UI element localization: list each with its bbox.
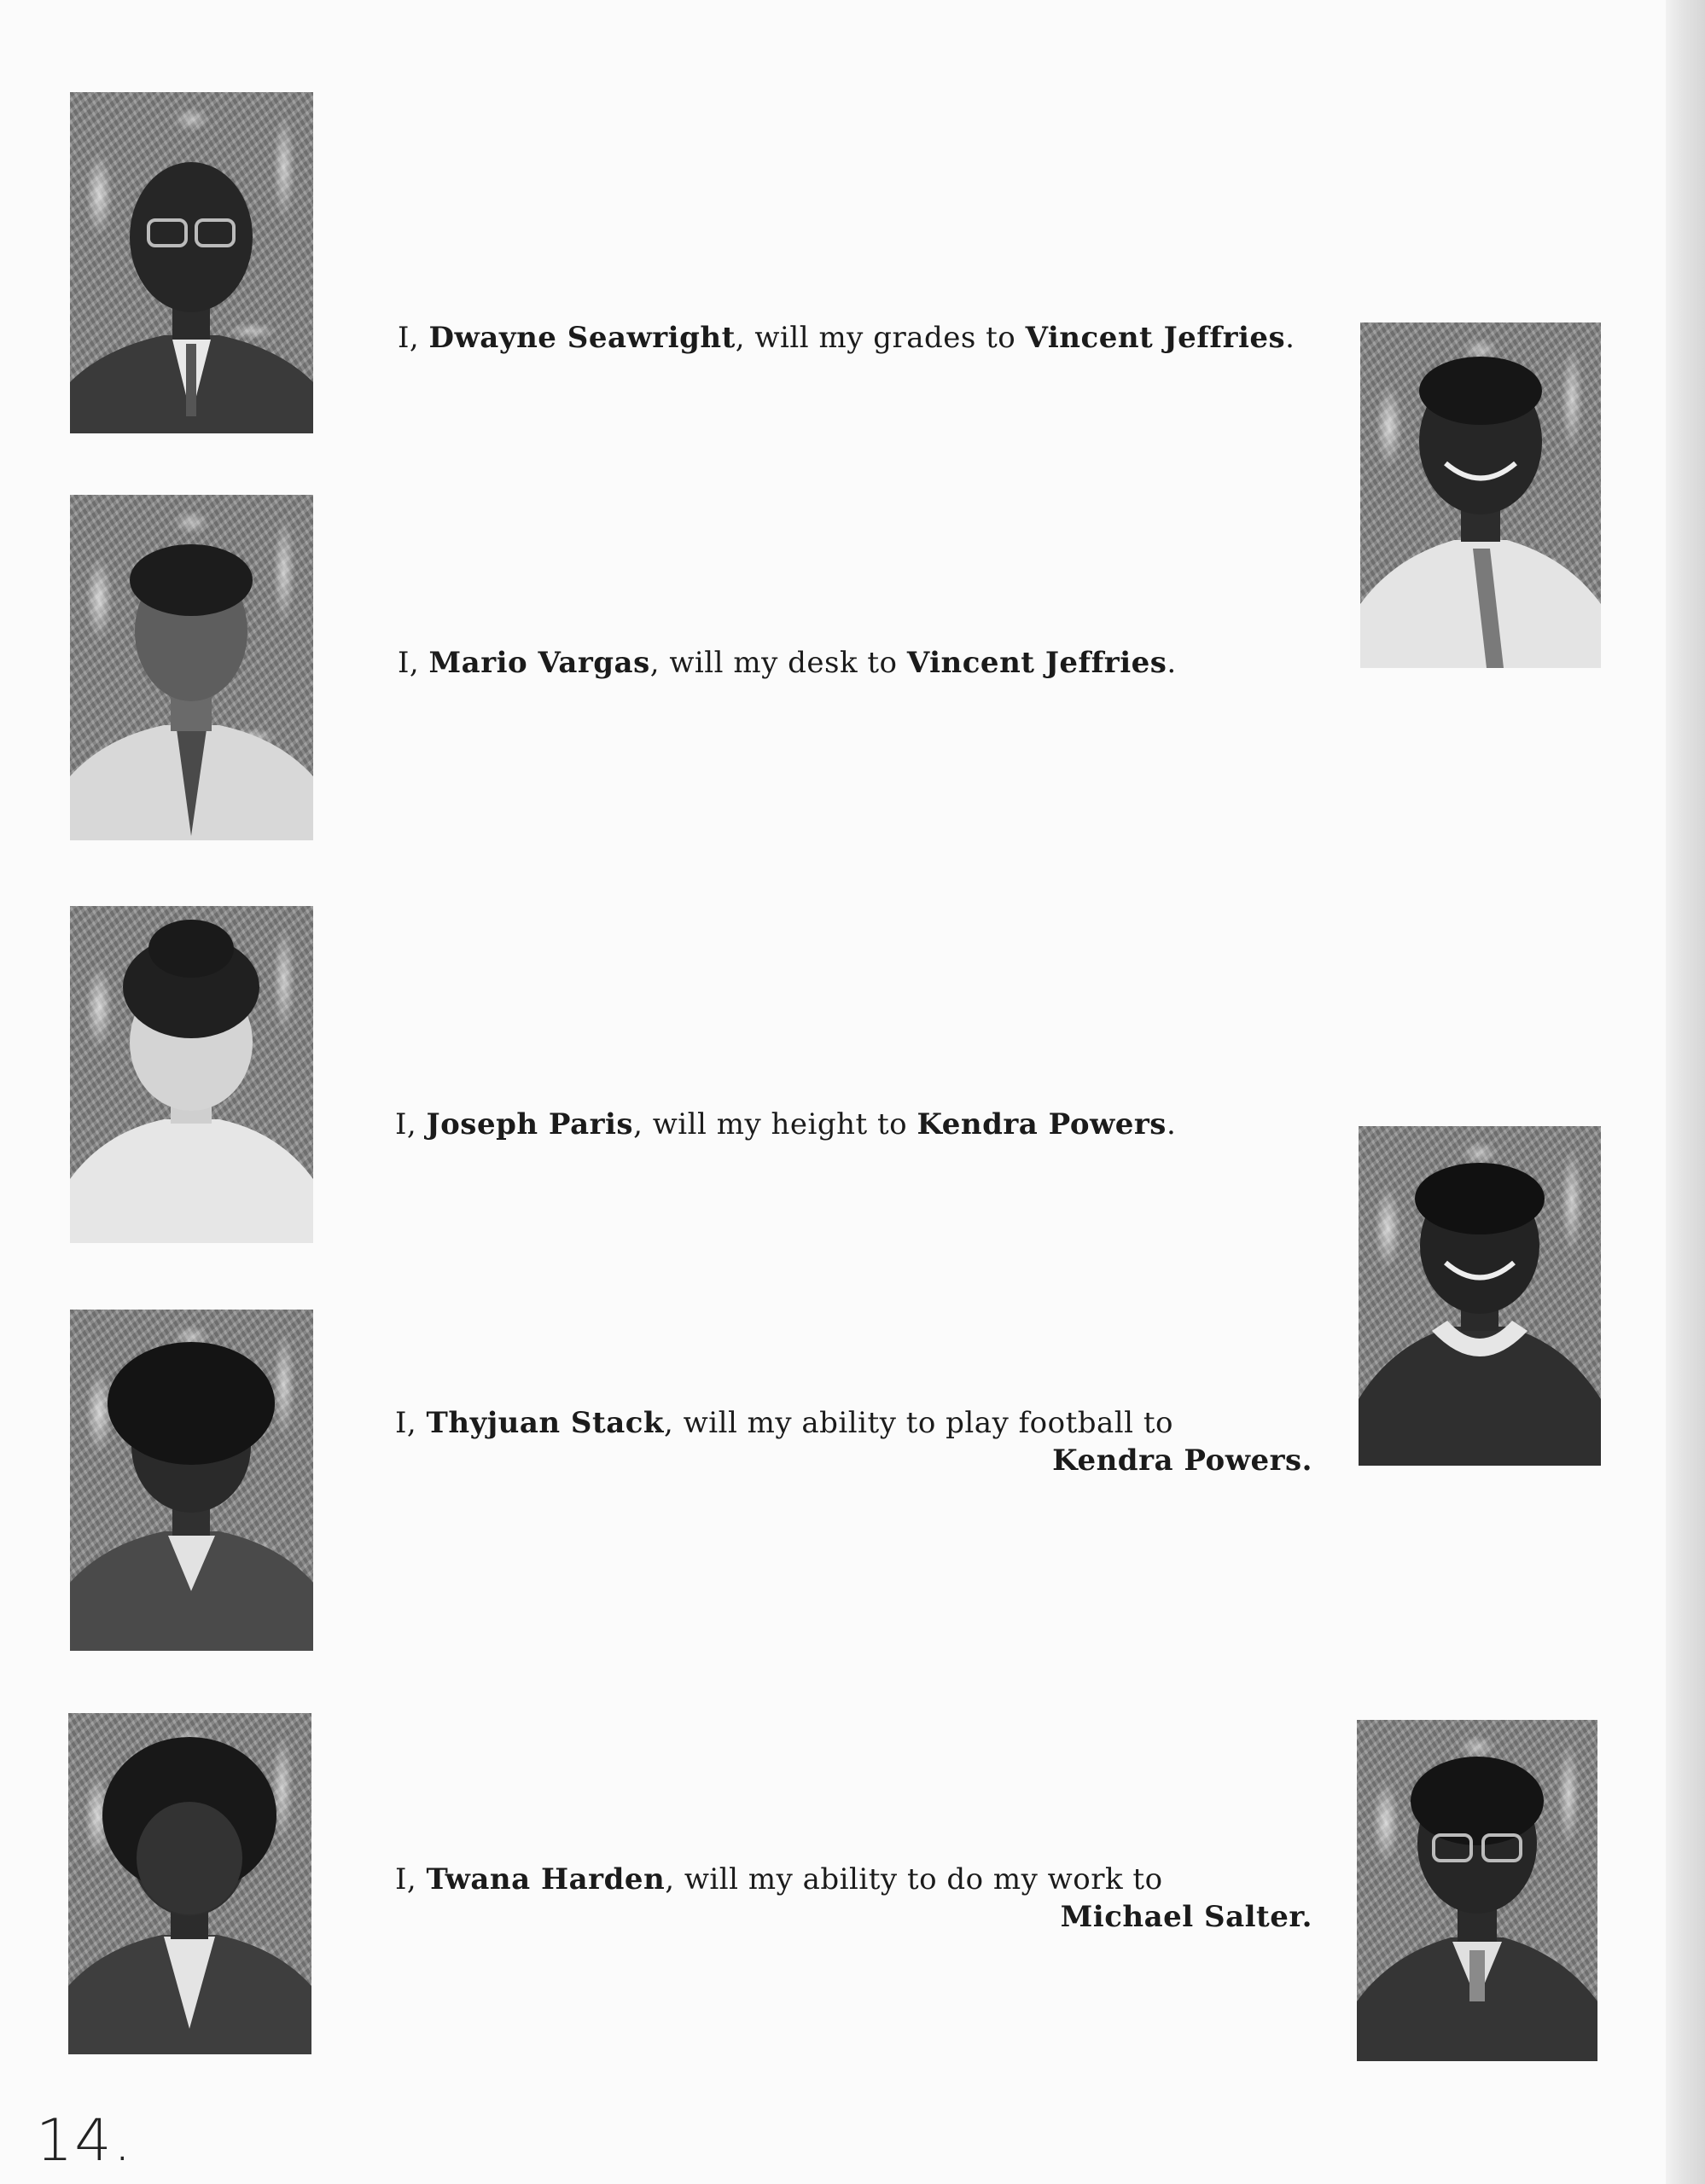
recipient-name: Kendra Powers [917, 1107, 1167, 1141]
student-name: Dwayne Seawright [428, 321, 736, 355]
will-statement [395, 1106, 1176, 1143]
student-name: Mario Vargas [428, 646, 650, 680]
portrait-vincent-jeffries [1360, 322, 1601, 668]
will-prefix: I, [395, 1107, 427, 1141]
will-prefix: I, [398, 321, 429, 355]
will-statement [398, 644, 1177, 682]
recipient-name: Vincent Jeffries [1025, 321, 1286, 355]
recipient-name: Kendra Powers. [1052, 1443, 1312, 1478]
will-prefix: I, [395, 1406, 427, 1440]
will-statement [395, 1404, 1312, 1479]
student-name: Joseph Paris [426, 1107, 634, 1141]
portrait-dwayne-seawright [70, 92, 313, 433]
will-text: , will my desk to [649, 646, 907, 680]
page-edge [1666, 0, 1705, 2184]
will-text: , will my grades to [735, 321, 1026, 355]
will-prefix: I, [398, 646, 429, 680]
portrait-mario-vargas [70, 495, 313, 840]
page-number: 14. [36, 2107, 134, 2175]
student-name: Twana Harden [426, 1862, 666, 1896]
will-suffix: . [1167, 646, 1177, 680]
portrait-kendra-powers [1359, 1126, 1601, 1466]
portrait-twana-harden [68, 1713, 311, 2054]
portrait-joseph-paris [70, 906, 313, 1243]
will-text: , will my ability to do my work to [665, 1862, 1163, 1896]
recipient-name: Vincent Jeffries [906, 646, 1167, 680]
will-suffix: . [1285, 321, 1295, 355]
portrait-michael-salter [1357, 1720, 1597, 2061]
will-text: , will my height to [633, 1107, 917, 1141]
will-text: , will my ability to play football to [663, 1406, 1173, 1440]
student-name: Thyjuan Stack [426, 1406, 664, 1440]
will-suffix: . [1166, 1107, 1177, 1141]
portrait-thyjuan-stack [70, 1310, 313, 1651]
will-prefix: I, [395, 1862, 427, 1896]
will-statement [395, 1861, 1312, 1936]
recipient-name: Michael Salter. [1060, 1900, 1312, 1934]
will-statement [398, 319, 1295, 357]
